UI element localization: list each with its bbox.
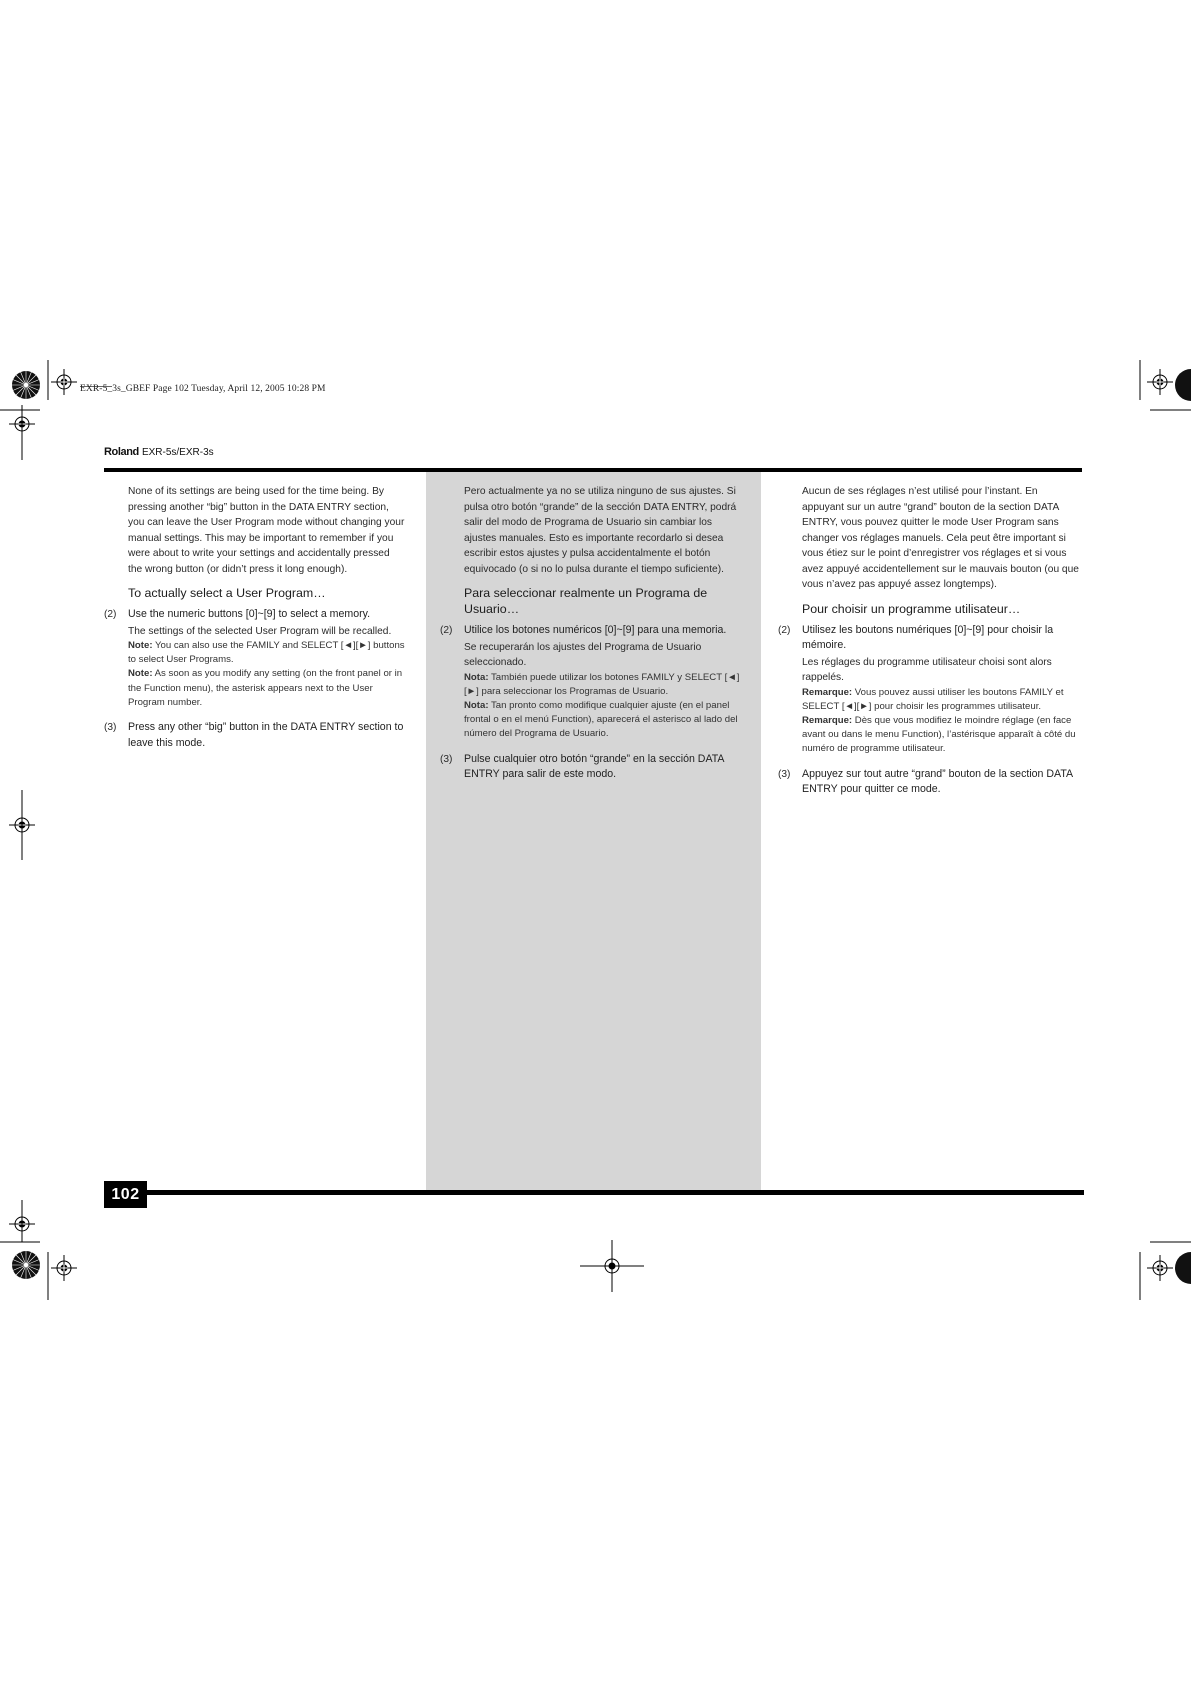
brand-logo: Roland	[104, 446, 139, 458]
note-label: Nota:	[464, 699, 489, 711]
step-main: Appuyez sur tout autre “grand” bouton de la section DATA ENTRY pour quitter ce mode.	[802, 767, 1073, 796]
step-number: (3)	[440, 753, 453, 765]
note-text: Dès que vous modifiez le moindre réglage (en face avant ou dans le menu Function), l’astérisque apparaît à côté du numéro de programme utilisateur.	[802, 714, 1076, 755]
step-sub: Les réglages du programme utilisateur choisi sont alors rappelés.	[802, 656, 1052, 683]
french-intro: Aucun de ses réglages n’est utilisé pour l’instant. En appuyant sur un autre “grand” bouton de la section DATA ENTRY, vous pouvez quitter le mode User Program sans changer vos réglages manuels. Cela peut être important si vous étiez sur le point d’enregistrer vos réglages et si vous avez appuyé accidentellement sur le mauvais bouton (ou que vous n’avez pas appuyé assez longtemps).	[802, 486, 1079, 590]
note	[802, 686, 1080, 714]
note-label: Remarque:	[802, 714, 853, 726]
note	[464, 671, 746, 699]
note-text: Tan pronto como modifique cualquier ajuste (en el panel frontal o en el menú Function), aparecerá el asterisco al lado del número del Programa de Usuario.	[464, 699, 738, 740]
note-label: Note:	[128, 668, 153, 680]
step-main: Utilisez les boutons numériques [0]~[9] pour choisir la mémoire.	[802, 623, 1054, 651]
step-sub: Se recuperarán los ajustes del Programa de Usuario seleccionado.	[464, 641, 702, 668]
note-label: Note:	[128, 640, 153, 651]
english-step-2	[104, 607, 406, 710]
spanish-step-3	[440, 752, 746, 783]
spanish-heading: Para seleccionar realmente un Programa de Usuario…	[464, 586, 708, 616]
note	[128, 667, 406, 710]
french-column	[778, 484, 1080, 808]
english-intro: None of its settings are being used for the time being. By pressing another “big” button in the DATA ENTRY section, you can leave the User Program mode without changing your manual settings. This may be important to remember if you were about to write your settings and accidentally pressed the wrong button (or didn’t press it long enough).	[128, 486, 405, 575]
step-number: (2)	[104, 609, 117, 620]
step-number: (3)	[778, 768, 791, 780]
step-main: Pulse cualquier otro botón “grande” en la sección DATA ENTRY para salir de este modo.	[464, 752, 724, 781]
english-column	[104, 484, 406, 761]
model-name: EXR-5s/EXR-3s	[141, 447, 214, 458]
english-step-3	[104, 720, 406, 751]
french-heading: Pour choisir un programme utilisateur…	[802, 601, 1021, 616]
spanish-column	[440, 484, 746, 793]
note	[128, 639, 406, 667]
step-number: (2)	[778, 624, 791, 636]
french-step-3	[778, 767, 1080, 798]
note-text: You can also use the FAMILY and SELECT [◄][►] buttons to select User Programs.	[128, 640, 405, 666]
footer-rule	[147, 1190, 1084, 1195]
step-main: Utilice los botones numéricos [0]~[9] para una memoria.	[464, 624, 727, 636]
crop-mark-mid-left	[0, 790, 40, 860]
note	[464, 699, 746, 742]
step-sub: The settings of the selected User Program will be recalled.	[128, 625, 392, 637]
step-main: Press any other “big” button in the DATA ENTRY section to leave this mode.	[128, 721, 404, 749]
step-number: (3)	[104, 722, 117, 734]
note-label: Nota:	[464, 671, 489, 683]
note-text: También puede utilizar los botones FAMILY y SELECT [◄][►] para seleccionar los Programas de Usuario.	[464, 671, 740, 697]
english-heading: To actually select a User Program…	[128, 586, 326, 600]
note-text: Vous pouvez aussi utiliser les boutons FAMILY et SELECT [◄][►] pour choisir les programmes utilisateur.	[802, 686, 1064, 712]
crop-marks-top	[0, 360, 1191, 460]
crop-marks-bottom	[0, 1200, 1191, 1300]
page-number: 102	[104, 1181, 147, 1208]
note-text: As soon as you modify any setting (on the front panel or in the Function menu), the asterisk appears next to the User Program number.	[128, 668, 403, 708]
step-number: (2)	[440, 625, 453, 636]
french-step-2	[778, 623, 1080, 757]
print-slug: EXR-5_3s_GBEF Page 102 Tuesday, April 12, 2005 10:28 PM	[80, 384, 326, 394]
spanish-intro: Pero actualmente ya no se utiliza ninguno de sus ajustes. Si pulsa otro botón “grande” de la sección DATA ENTRY, podrá salir del modo de Programa de Usuario sin cambiar los ajustes manuales. Esto es importante recordarlo si desea escribir estos ajustes y pulsa accidentalmente el botón equivocado (o si no lo pulsa durante el tiempo suficiente).	[464, 486, 737, 575]
note-label: Remarque:	[802, 686, 853, 698]
note	[802, 714, 1080, 757]
spanish-step-2	[440, 623, 746, 742]
page-header	[104, 446, 214, 458]
step-main: Use the numeric buttons [0]~[9] to select a memory.	[128, 608, 371, 620]
